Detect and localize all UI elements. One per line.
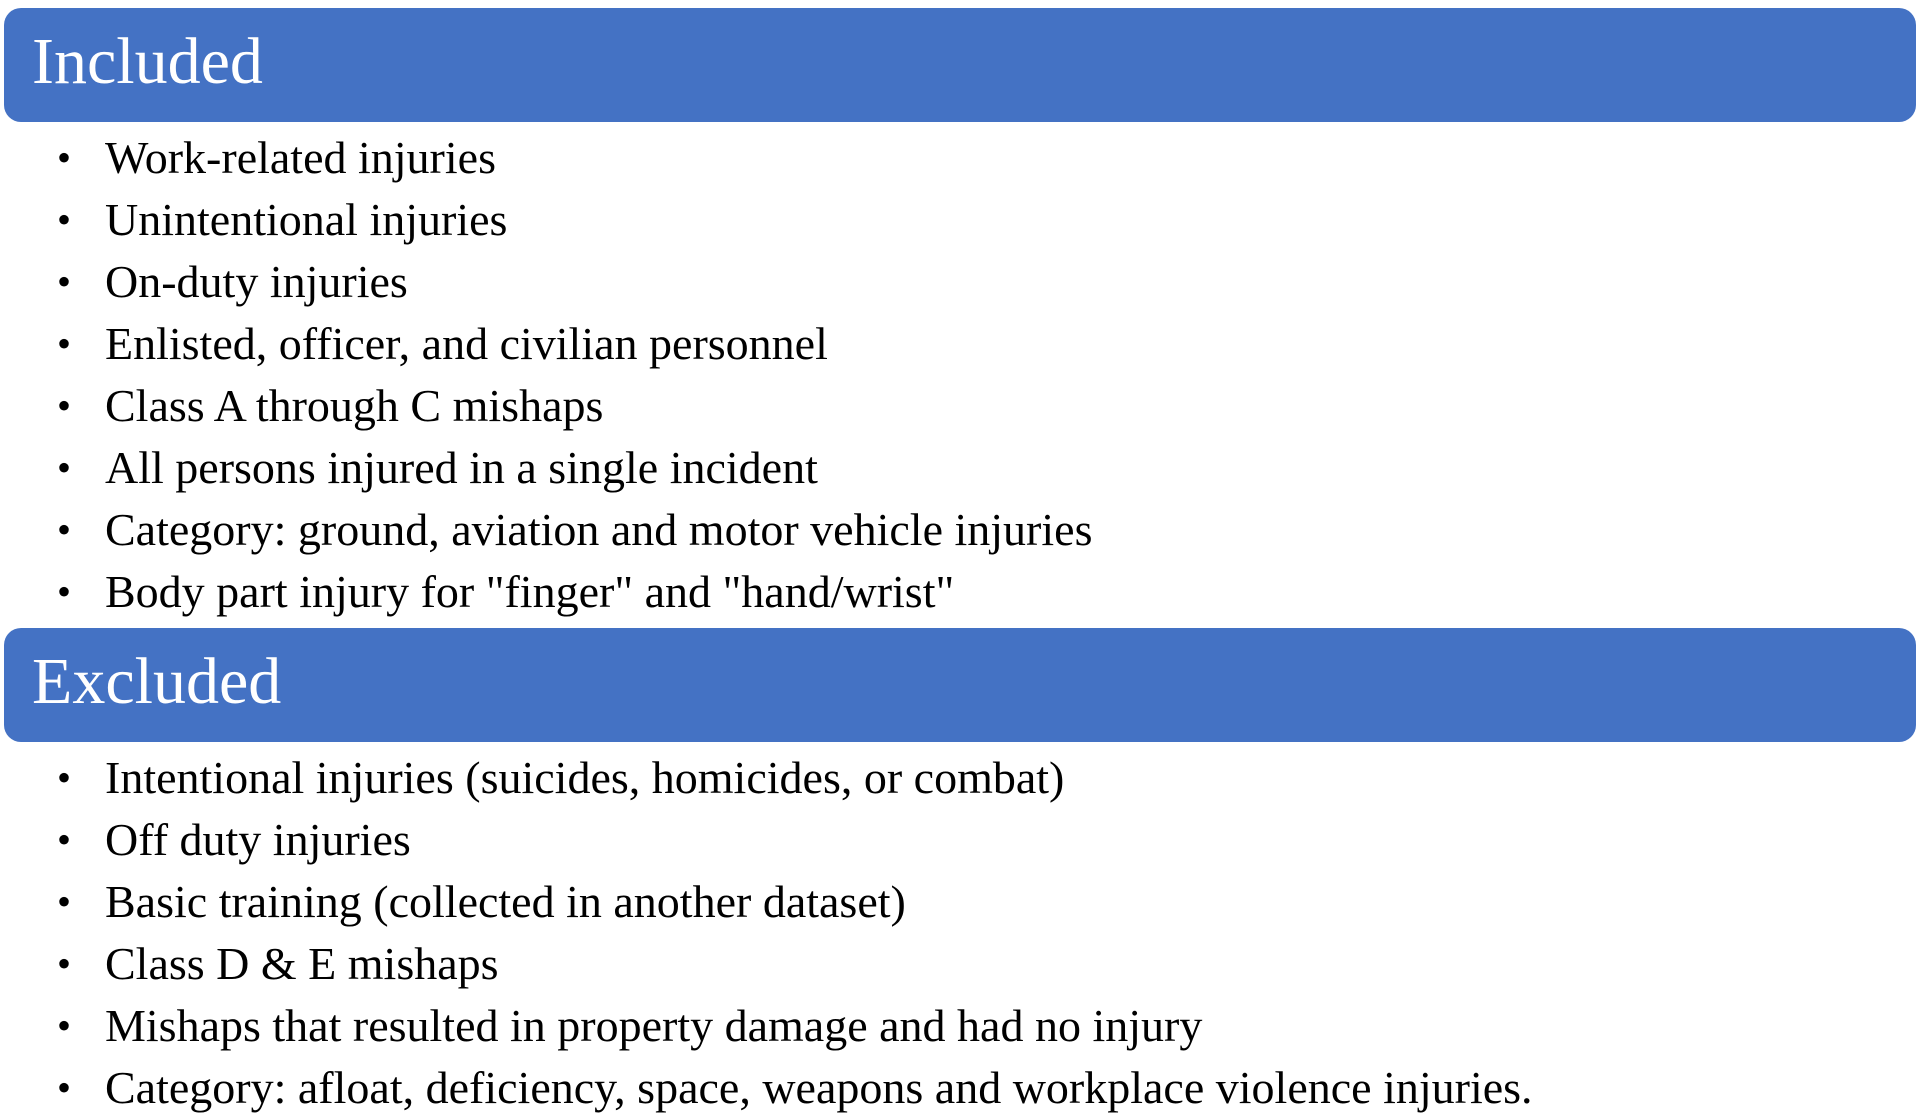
bullet-icon: • <box>57 941 72 986</box>
list-item <box>0 251 1920 313</box>
bullet-icon: • <box>57 259 72 304</box>
included-title: Included <box>32 25 263 98</box>
bullet-icon: • <box>57 1065 72 1110</box>
bullet-icon: • <box>57 507 72 552</box>
list-item <box>0 747 1920 809</box>
bullet-icon: • <box>57 879 72 924</box>
list-item <box>0 313 1920 375</box>
list-item-text: Class D & E mishaps <box>105 938 499 989</box>
list-item-text: Intentional injuries (suicides, homicides, or combat) <box>105 752 1065 803</box>
included-header-bar <box>4 8 1916 122</box>
list-item <box>0 375 1920 437</box>
excluded-header-bar <box>4 628 1916 742</box>
list-item <box>0 1057 1920 1119</box>
list-item-text: Off duty injuries <box>105 814 411 865</box>
list-item-text: Mishaps that resulted in property damage and had no injury <box>105 1000 1203 1051</box>
bullet-icon: • <box>57 755 72 800</box>
excluded-title: Excluded <box>32 645 282 718</box>
list-item <box>0 189 1920 251</box>
bullet-icon: • <box>57 1003 72 1048</box>
list-item <box>0 933 1920 995</box>
excluded-list <box>0 747 1920 1119</box>
list-item-text: Category: ground, aviation and motor vehicle injuries <box>105 504 1093 555</box>
bullet-icon: • <box>57 817 72 862</box>
list-item-text: Enlisted, officer, and civilian personnel <box>105 318 828 369</box>
list-item <box>0 127 1920 189</box>
included-list <box>0 127 1920 623</box>
list-item-text: Basic training (collected in another dataset) <box>105 876 906 927</box>
list-item <box>0 809 1920 871</box>
bullet-icon: • <box>57 383 72 428</box>
bullet-icon: • <box>57 321 72 366</box>
bullet-icon: • <box>57 569 72 614</box>
list-item-text: On-duty injuries <box>105 256 408 307</box>
bullet-icon: • <box>57 197 72 242</box>
list-item <box>0 499 1920 561</box>
list-item-text: Work-related injuries <box>105 132 496 183</box>
list-item <box>0 561 1920 623</box>
list-item-text: Unintentional injuries <box>105 194 508 245</box>
list-item-text: Body part injury for "finger" and "hand/wrist" <box>105 566 955 617</box>
list-item-text: Class A through C mishaps <box>105 380 604 431</box>
list-item-text: All persons injured in a single incident <box>105 442 818 493</box>
bullet-icon: • <box>57 445 72 490</box>
list-item <box>0 437 1920 499</box>
excluded-section <box>0 628 1920 1119</box>
list-item <box>0 871 1920 933</box>
list-item <box>0 995 1920 1057</box>
bullet-icon: • <box>57 135 72 180</box>
list-item-text: Category: afloat, deficiency, space, weapons and workplace violence injuries. <box>105 1062 1533 1113</box>
included-section <box>0 8 1920 623</box>
